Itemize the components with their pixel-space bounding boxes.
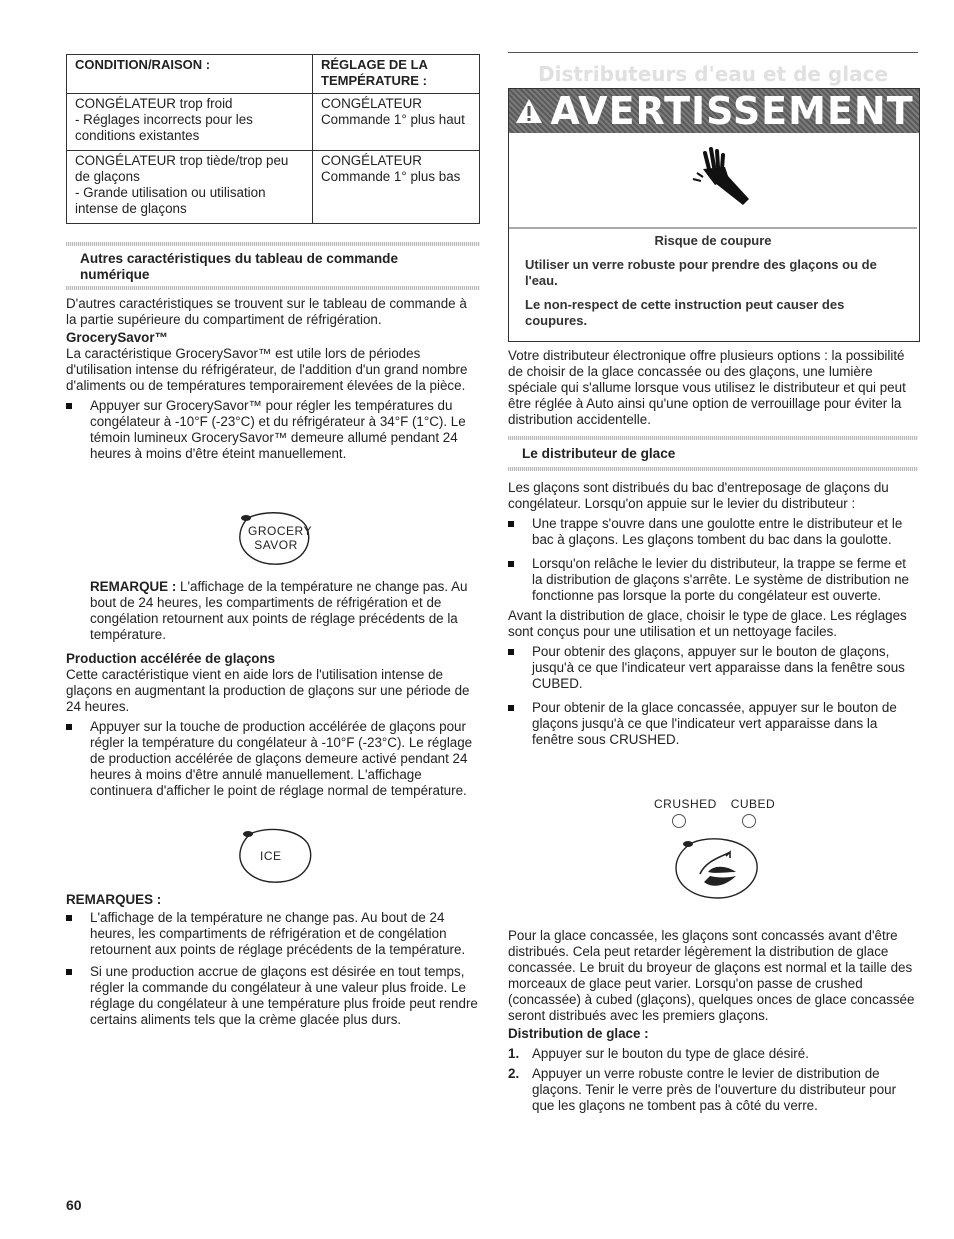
savor-label: SAVOR: [254, 538, 298, 552]
ice-label: ICE: [260, 849, 282, 863]
warning-line-1: Utiliser un verre robuste pour prendre des glaçons ou de l'eau.: [525, 257, 877, 288]
divider: [66, 286, 480, 290]
table-cell: CONGÉLATEUR Commande 1° plus haut: [313, 94, 480, 151]
steps-list: [508, 1046, 918, 1114]
step-number: 1.: [508, 1046, 520, 1061]
cubed-label: CUBED: [730, 797, 776, 811]
table-row: [67, 94, 480, 151]
dispenser-title: Le distributeur de glace: [522, 446, 676, 461]
production-section: [66, 651, 480, 799]
list-item: [508, 1046, 918, 1062]
step-text: Appuyer un verre robuste contre le levier de distribution de glaçons. Tenir le verre près de l'ouverture du distributeur pour que les glaçons ne tombent pas à côté du verre.: [532, 1066, 897, 1113]
grocery-list: [66, 398, 480, 462]
intro-paragraph: D'autres caractéristiques se trouvent sur le tableau de commande à la partie supérieure du compartiment de réfrigération.: [66, 296, 467, 327]
warning-box: [508, 88, 920, 342]
left-body: [66, 296, 480, 462]
dispenser-body: [508, 480, 918, 748]
warning-line-2: Le non-respect de cette instruction peut causer des coupures.: [525, 297, 845, 328]
list-item: Une trappe s'ouvre dans une goulotte entre le distributeur et le bac à glaçons. Les glaçons tombent du bac dans la goulotte.: [508, 516, 918, 548]
table-cell: CONGÉLATEUR trop tiède/trop peu de glaçons - Grande utilisation ou utilisation intense de glaçons: [67, 151, 313, 224]
divider: [508, 467, 918, 471]
table-header-condition: CONDITION/RAISON :: [67, 55, 313, 94]
remarque-text: L'affichage de la température ne change pas. Au bout de 24 heures, les compartiments de réfrigération et de congélation retournent aux points de réglage précédents de la température.: [90, 579, 468, 642]
type-list: [508, 644, 918, 748]
cubed-indicator-icon: [742, 814, 756, 828]
crushed-body: [508, 928, 918, 1114]
remarque-block: [90, 579, 480, 643]
ice-type-selector: [654, 796, 794, 812]
crushed-indicator-icon: [672, 814, 686, 828]
warning-title: AVERTISSEMENT: [550, 89, 914, 133]
remarques-section: [66, 892, 480, 1028]
page-number: 60: [66, 1197, 82, 1213]
step-text: Appuyer sur le bouton du type de glace désiré.: [532, 1046, 809, 1061]
remarque-label: REMARQUE :: [90, 579, 177, 594]
divider: [66, 242, 480, 246]
section-title: Distributeurs d'eau et de glace: [537, 62, 888, 86]
remarque-paragraph: [90, 579, 480, 643]
table-header-setting: RÉGLAGE DE LA TEMPÉRATURE :: [313, 55, 480, 94]
cut-hand-icon: [679, 145, 759, 213]
dispenser-paragraph: Les glaçons sont distribués du bac d'entreposage de glaçons du congélateur. Lorsqu'on appuie sur le levier du distributeur :: [508, 480, 889, 511]
divider: [508, 52, 918, 53]
table-cell: CONGÉLATEUR Commande 1° plus bas: [313, 151, 480, 224]
before-paragraph: Avant la distribution de glace, choisir le type de glace. Les réglages sont conçus pour une utilisation et un nettoyage faciles.: [508, 608, 907, 639]
right-intro: [508, 348, 918, 428]
list-item: Pour obtenir de la glace concassée, appuyer sur le bouton de glaçons jusqu'à ce que l'indicateur vert apparaisse dans la fenêtre sous CRUSHED.: [508, 700, 918, 748]
dispenser-heading: [508, 436, 918, 471]
production-list: [66, 719, 480, 799]
table-row: [67, 151, 480, 224]
ice-type-button-icon[interactable]: [670, 834, 764, 904]
warning-text: [509, 227, 917, 337]
ice-button-icon: [234, 826, 316, 886]
grocery-label: GROCERY: [248, 524, 312, 538]
condition-table: [66, 54, 480, 224]
dispenser-list: [508, 516, 918, 604]
crushed-paragraph: Pour la glace concassée, les glaçons sont concassés avant d'être distribués. Cela peut retarder légèrement la distribution de glace concassée. Le bruit du broyeur de glaçons est normal et la taille des morceaux de glace peut varier. Lorsqu'on passe de crushed (concassée) à cubed (glaçons), quelques onces de glace concassée seront distribués avec les premiers glaçons.: [508, 928, 915, 1023]
distribution-title: Distribution de glace :: [508, 1026, 649, 1041]
intro-paragraph: Votre distributeur électronique offre plusieurs options : la possibilité de choisir de la glace concassée ou des glaçons, une lumière spéciale qui s'allume lorsque vous utilisez le distributeur et qui peut être réglée à Auto ainsi qu'une option de verrouillage pour éviter la distribution accidentelle.: [508, 348, 906, 427]
list-item: Pour obtenir des glaçons, appuyer sur le bouton de glaçons, jusqu'à ce que l'indicateur vert apparaisse dans la fenêtre sous CUBED.: [508, 644, 918, 692]
grocery-paragraph: La caractéristique GrocerySavor™ est utile lors de périodes d'utilisation intense du réfrigérateur, de l'addition d'un grand nombre d'aliments ou de températures temporairement élevées de la pièce.: [66, 346, 468, 393]
production-paragraph: Cette caractéristique vient en aide lors de l'utilisation intense de glaçons en augmentant la production de glaçons sur une période de 24 heures.: [66, 667, 470, 714]
list-item: Si une production accrue de glaçons est désirée en tout temps, régler la commande du congélateur à une valeur plus froide. Le réglage du congélateur à une température plus froide peut rendre certains aliments tels que la crème glacée plus durs.: [66, 964, 480, 1028]
warning-header: [509, 89, 919, 133]
production-title: Production accélérée de glaçons: [66, 651, 276, 666]
remarques-title: REMARQUES :: [66, 892, 162, 907]
list-item: [508, 1066, 918, 1114]
step-number: 2.: [508, 1066, 520, 1081]
crushed-label: CRUSHED: [654, 797, 717, 811]
list-item: Lorsqu'on relâche le levier du distributeur, la trappe se ferme et la distribution de glaçons s'arrête. Le système de distribution ne fonctionne pas lorsque la porte du congélateur est ouverte.: [508, 556, 918, 604]
divider: [508, 436, 918, 440]
section-title: Autres caractéristiques du tableau de commande numérique: [80, 251, 399, 282]
list-item: Appuyer sur la touche de production accélérée de glaçons pour régler la température du congélateur à -10°F (-23°C). Le réglage de production accélérée de glaçons demeure activé pendant 24 heures à moins d'être annulé manuellement. L'affichage continuera d'afficher le point de réglage normal de température.: [66, 719, 480, 799]
remarques-list: [66, 910, 480, 1028]
list-item: L'affichage de la température ne change pas. Au bout de 24 heures, les compartiments de réfrigération et de congélation retournent aux points de réglage précédents de la température.: [66, 910, 480, 958]
warning-triangle-icon: [514, 97, 544, 125]
grocery-savor-button-icon: [234, 508, 314, 570]
list-item: Appuyer sur GrocerySavor™ pour régler les températures du congélateur à -10°F (-23°C) et du réfrigérateur à 34°F (1°C). Le témoin lumineux GrocerySavor™ demeure allumé pendant 24 heures à moins d'être éteint manuellement.: [66, 398, 480, 462]
grocery-title: GrocerySavor™: [66, 330, 168, 345]
warning-risk: Risque de coupure: [654, 233, 772, 248]
table-cell: CONGÉLATEUR trop froid - Réglages incorrects pour les conditions existantes: [67, 94, 313, 151]
section-digital-features: [66, 242, 480, 290]
